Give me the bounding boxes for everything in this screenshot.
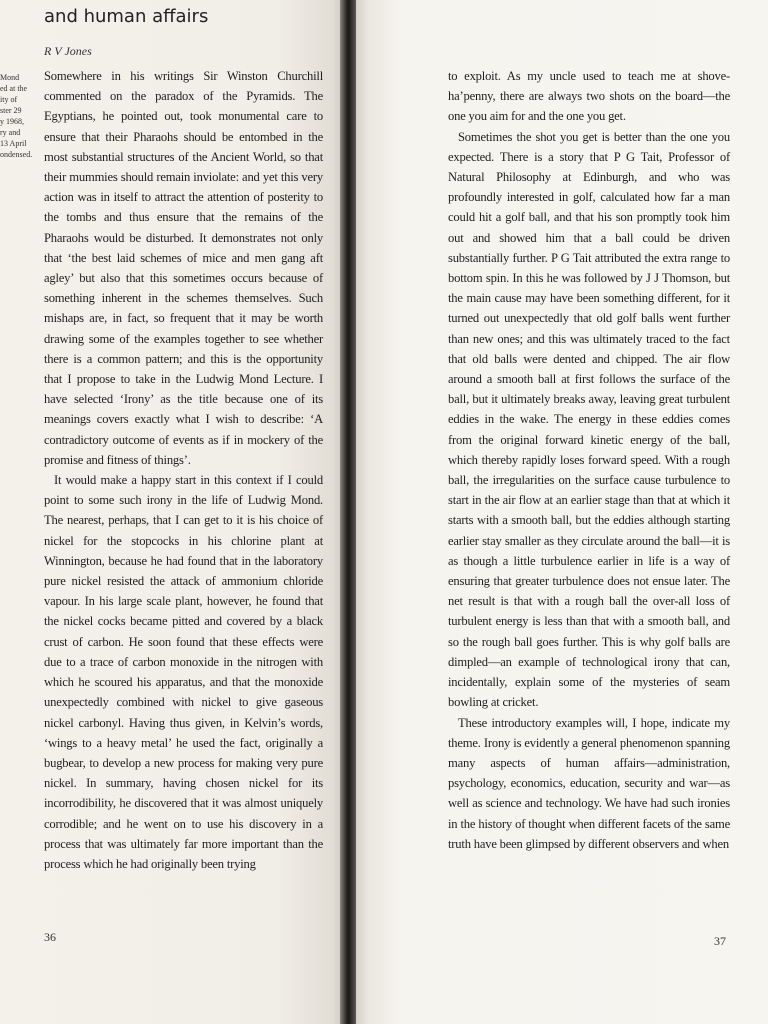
article-title: and human affairs (44, 6, 209, 27)
right-body-text (448, 66, 730, 854)
page-number: 36 (44, 930, 56, 944)
left-page (0, 0, 346, 1024)
margin-note (0, 72, 40, 160)
page-number: 37 (714, 934, 726, 948)
paragraph: It would make a happy start in this context if I could point to some such irony in the life of Ludwig Mond. The nearest, perhaps, that I can get to it is his choice of nickel for the stopcocks in his chlorine plant at Winnington, because he had found that in the laboratory pure nickel resisted the attack of ammonium chloride vapour. In his large scale plant, however, he found that the nickel cocks became pitted and covered by a black crust of carbon. He soon found that these effects were due to a trace of carbon monoxide in the nitrogen with which he scoured his apparatus, and that the monoxide unexpectedly combined with nickel to give gaseous nickel carbonyl. Having thus given, in Kelvin’s words, ‘wings to a heavy metal’ he used the fact, originally a bugbear, to develop a new process for making very pure nickel. In summary, having chosen nickel for its incorrodibility, he discovered that it was almost uniquely corrodible; and he went on to use his discovery in a process that was ultimately far more important than the process which he had originally been trying (44, 473, 323, 871)
right-page (352, 0, 768, 1024)
book-gutter (340, 0, 356, 1024)
paragraph: These introductory examples will, I hope, indicate my theme. Irony is evidently a general phenomenon spanning many aspects of human affairs—administration, psychology, economics, education, security and war—as well as science and technology. We have had such ironies in the history of thought when different facets of the same truth have been glimpsed by different observers and when (448, 715, 730, 851)
margin-note-line: ity of (0, 95, 18, 104)
paragraph: to exploit. As my uncle used to teach me at shove-ha’penny, there are always two shots on the board—the one you aim for and the one you get. (448, 69, 730, 124)
margin-note-line: Mond (0, 73, 20, 82)
margin-note-line: 13 April (0, 139, 27, 148)
paragraph: Sometimes the shot you get is better than the one you expected. There is a story that P G Tait, Professor of Natural Philosophy at Edinburgh, and who was profoundly interested in golf, calculated how far a man could hit a golf ball, and that his son promptly took him out and showed him that a ball could be driven substantially further. P G Tait attributed the extra range to bottom spin. In this he was followed by J J Thomson, but the main cause may have been something different, for it turned out unexpectedly that old golf balls went further than new ones; and this was ultimately traced to the fact that old balls were dented and chipped. The air flow around a smooth ball at first follows the surface of the ball, but it ultimately breaks away, leaving great turbulent eddies in the wake. The energy in these eddies comes from the original forward kinetic energy of the ball, which thereby rapidly loses forward speed. With a rough ball, the irregularities on the surface cause turbulence to start in the air flow at an earlier stage than that at which it starts with a smooth ball, but the eddies although starting earlier stay smaller as they circulate around the ball—it is as though a little turbulence earlier in life is a way of ensuring that greater turbulence does not ensue later. The net result is that with a rough ball the over-all loss of turbulent energy is less than that with a smooth ball, and so the rough ball goes further. This is why golf balls are dimpled—an example of technological irony that can, incidentally, explain some of the mysteries of seam bowling at cricket. (448, 129, 730, 710)
margin-note-line: ster 29 (0, 106, 22, 115)
margin-note-line: y 1968, (0, 117, 24, 126)
paragraph: Somewhere in his writings Sir Winston Churchill commented on the paradox of the Pyramids. The Egyptians, he pointed out, took monumental care to ensure that their Pharaohs should be entombed in the most substantial structures of the Ancient World, so that their mummies should remain inviolate: and yet this very action was in itself to attract the attention of posterity to the tombs and thus ensure that the remains of the Pharaohs would be disturbed. It demonstrates not only that ‘the best laid schemes of mice and men gang aft agley’ but also that this sometimes occurs because of something inherent in the schemes themselves. Such mishaps are, in fact, so frequent that it may be worth drawing some of the examples together to see whether there is a common pattern; and this is the opportunity that I propose to take in the Ludwig Mond Lecture. I have selected ‘Irony’ as the title because one of its meanings covers exactly what I wish to describe: ‘A contradictory outcome of events as if in mockery of the promise and fitness of things’. (44, 69, 323, 467)
author-name: R V Jones (44, 44, 92, 58)
margin-note-line: ry and (0, 128, 21, 137)
left-body-text (44, 66, 323, 874)
margin-note-line: ed at the (0, 84, 28, 93)
margin-note-line: ondensed. (0, 150, 33, 159)
